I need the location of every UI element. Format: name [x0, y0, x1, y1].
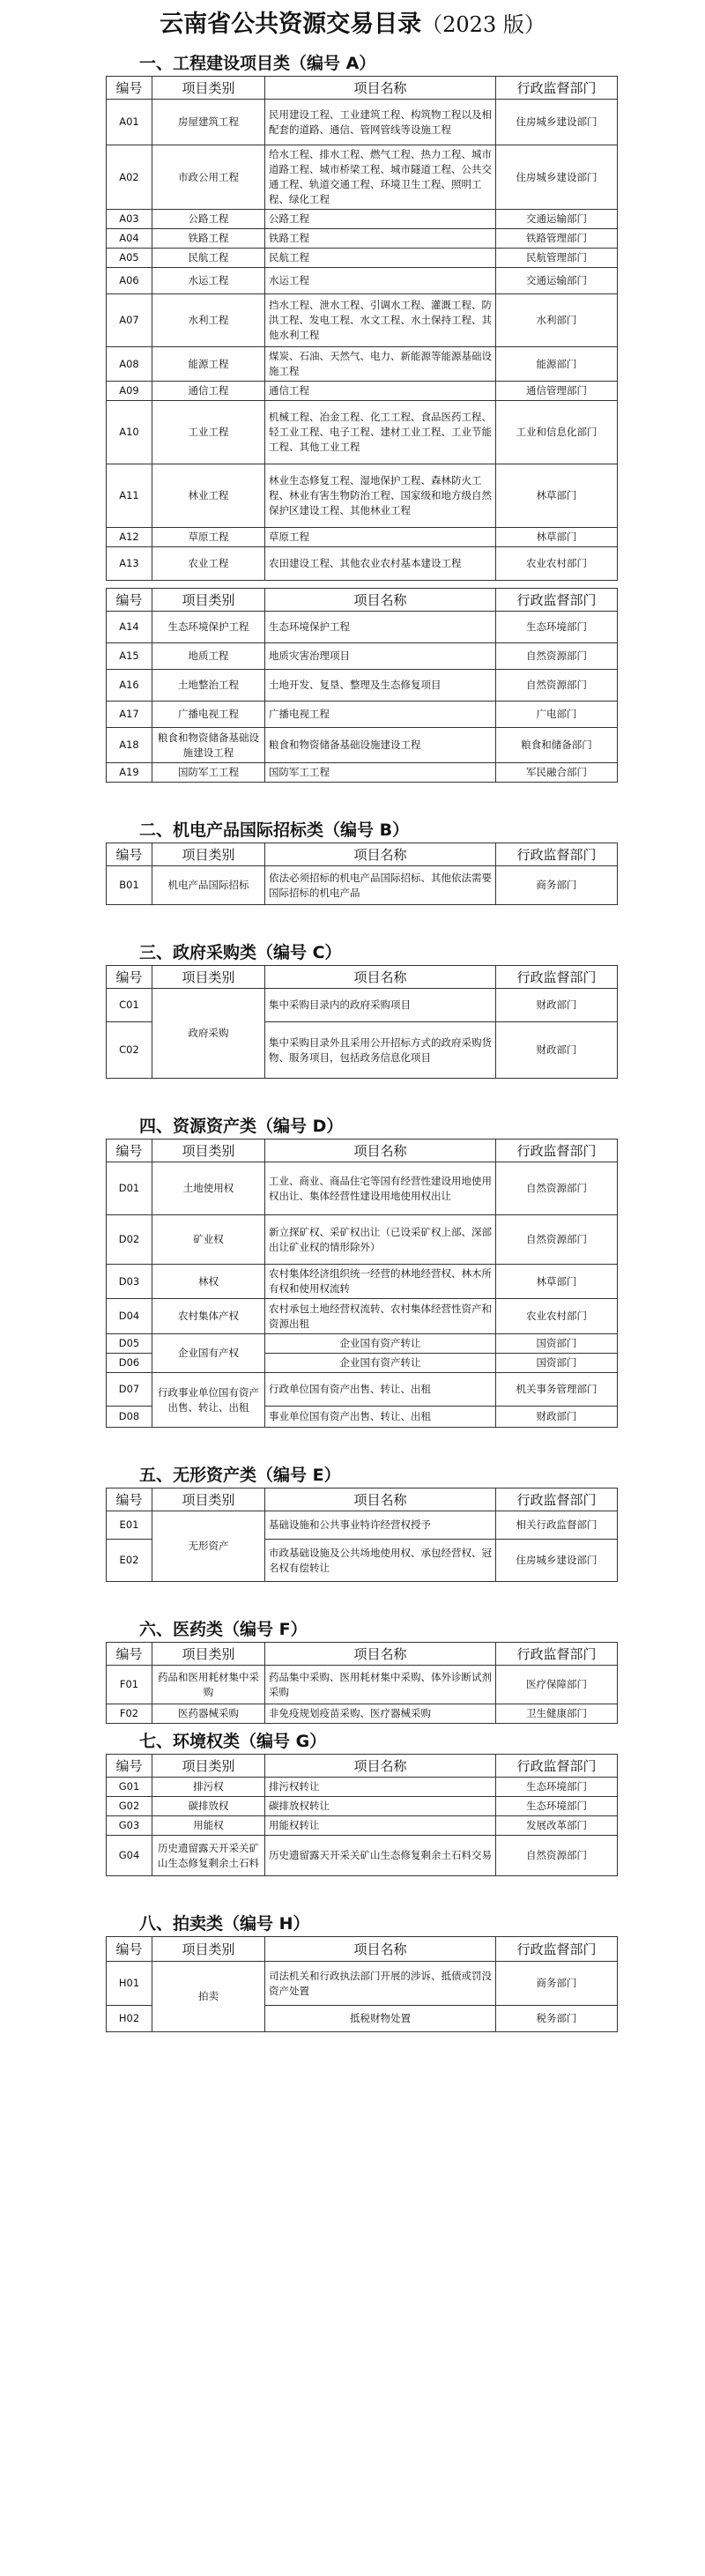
cell-code: A17 [107, 702, 152, 728]
header-category: 项目类别 [152, 1140, 265, 1162]
cell-code: A01 [107, 100, 152, 145]
cell-dept: 机关事务管理部门 [496, 1373, 618, 1407]
table-row [107, 382, 618, 401]
cell-category: 民航工程 [152, 249, 265, 268]
cell-name: 工业、商业、商品住宅等国有经营性建设用地使用权出让、集体经营性建设用地使用权出让 [265, 1162, 496, 1215]
cell-code: A14 [107, 612, 152, 643]
section-title-g: 七、环境权类（编号 G） [139, 1732, 327, 1751]
cell-category: 铁路工程 [152, 229, 265, 249]
cell-code: A19 [107, 763, 152, 783]
header-category: 项目类别 [152, 966, 265, 989]
section-title-c: 三、政府采购类（编号 C） [139, 943, 342, 962]
header-category: 项目类别 [152, 843, 265, 866]
cell-category: 通信工程 [152, 382, 265, 401]
cell-category: 粮食和物资储备基础设施建设工程 [152, 728, 265, 763]
header-category: 项目类别 [152, 1755, 265, 1778]
header-name: 项目名称 [265, 589, 496, 612]
cell-dept: 交通运输部门 [496, 210, 618, 229]
table-row [107, 528, 618, 547]
cell-category: 农业工程 [152, 547, 265, 581]
cell-dept: 商务部门 [496, 1962, 618, 2006]
table-row [107, 612, 618, 643]
table-row [107, 989, 618, 1022]
cell-code: A15 [107, 643, 152, 670]
table-e [106, 1488, 618, 1582]
cell-code: D02 [107, 1215, 152, 1265]
table-row [107, 1778, 618, 1797]
cell-name: 土地开发、复垦、整理及生态修复项目 [265, 670, 496, 702]
cell-code: A06 [107, 268, 152, 294]
table-row [107, 643, 618, 670]
header-dept: 行政监督部门 [496, 77, 618, 100]
table-row [107, 728, 618, 763]
cell-dept: 广电部门 [496, 702, 618, 728]
cell-name: 集中采购目录内的政府采购项目 [265, 989, 496, 1022]
cell-dept: 能源部门 [496, 347, 618, 382]
cell-code: A05 [107, 249, 152, 268]
table-row [107, 1265, 618, 1299]
section-title-d: 四、资源资产类（编号 D） [139, 1117, 344, 1136]
cell-code: B01 [107, 866, 152, 905]
cell-dept: 林草部门 [496, 1265, 618, 1299]
cell-dept: 生态环境部门 [496, 612, 618, 643]
cell-name: 集中采购目录外且采用公开招标方式的政府采购货物、服务项目，包括政务信息化项目 [265, 1022, 496, 1079]
table-row [107, 670, 618, 702]
cell-category: 历史遗留露天开采关矿山生态修复剩余土石料 [152, 1836, 265, 1876]
cell-dept: 财政部门 [496, 1022, 618, 1079]
cell-category: 林权 [152, 1265, 265, 1299]
cell-name: 基础设施和公共事业特许经营权授予 [265, 1511, 496, 1540]
table-row [107, 1704, 618, 1724]
cell-code: F01 [107, 1666, 152, 1704]
cell-code: D03 [107, 1265, 152, 1299]
header-name: 项目名称 [265, 1643, 496, 1666]
cell-name: 企业国有资产转让 [265, 1354, 496, 1373]
cell-category: 药品和医用耗材集中采购 [152, 1666, 265, 1704]
cell-code: A08 [107, 347, 152, 382]
cell-dept: 税务部门 [496, 2006, 618, 2032]
cell-name: 行政单位国有资产出售、转让、出租 [265, 1373, 496, 1407]
cell-dept: 水利部门 [496, 294, 618, 347]
cell-name: 农田建设工程、其他农业农村基本建设工程 [265, 547, 496, 581]
table-row [107, 145, 618, 210]
table-g [106, 1754, 618, 1876]
cell-dept: 农业农村部门 [496, 547, 618, 581]
table-a-part2 [106, 588, 618, 783]
header-dept: 行政监督部门 [496, 1643, 618, 1666]
header-name: 项目名称 [265, 1488, 496, 1511]
header-category: 项目类别 [152, 77, 265, 100]
cell-name: 给水工程、排水工程、燃气工程、热力工程、城市道路工程、城市桥梁工程、城市隧道工程、公共交通工程、轨道交通工程、环境卫生工程、照明工程、绿化工程 [265, 145, 496, 210]
table-row [107, 210, 618, 229]
cell-dept: 相关行政监督部门 [496, 1511, 618, 1540]
table-row [107, 547, 618, 581]
cell-code: G03 [107, 1816, 152, 1836]
cell-name: 通信工程 [265, 382, 496, 401]
header-code: 编号 [107, 1643, 152, 1666]
cell-name: 公路工程 [265, 210, 496, 229]
cell-category: 拍卖 [152, 1962, 265, 2032]
header-code: 编号 [107, 1488, 152, 1511]
cell-name: 排污权转让 [265, 1778, 496, 1797]
cell-dept: 自然资源部门 [496, 670, 618, 702]
cell-category: 用能权 [152, 1816, 265, 1836]
table-row [107, 1511, 618, 1540]
cell-code: A18 [107, 728, 152, 763]
cell-name: 民用建设工程、工业建筑工程、构筑物工程以及相配套的道路、通信、管网管线等设施工程 [265, 100, 496, 145]
cell-name: 水运工程 [265, 268, 496, 294]
cell-dept: 生态环境部门 [496, 1778, 618, 1797]
table-row [107, 1162, 618, 1215]
cell-dept: 工业和信息化部门 [496, 401, 618, 464]
cell-category: 广播电视工程 [152, 702, 265, 728]
cell-code: A07 [107, 294, 152, 347]
cell-name: 地质灾害治理项目 [265, 643, 496, 670]
table-row [107, 702, 618, 728]
cell-code: D06 [107, 1354, 152, 1373]
cell-code: D01 [107, 1162, 152, 1215]
table-d [106, 1139, 618, 1428]
cell-dept: 国资部门 [496, 1354, 618, 1373]
header-code: 编号 [107, 1140, 152, 1162]
table-row [107, 100, 618, 145]
table-row [107, 1816, 618, 1836]
cell-code: A12 [107, 528, 152, 547]
header-category: 项目类别 [152, 1937, 265, 1962]
cell-name: 挡水工程、泄水工程、引调水工程、灌溉工程、防洪工程、发电工程、水文工程、水土保持工程、其他水利工程 [265, 294, 496, 347]
cell-dept: 自然资源部门 [496, 1836, 618, 1876]
cell-dept: 林草部门 [496, 464, 618, 528]
title-year: （2023 版） [421, 12, 545, 37]
cell-name: 司法机关和行政执法部门开展的涉诉、抵债或罚没资产处置 [265, 1962, 496, 2006]
table-row [107, 1299, 618, 1334]
section-title-b: 二、机电产品国际招标类（编号 B） [139, 820, 410, 840]
cell-code: A10 [107, 401, 152, 464]
cell-category: 市政公用工程 [152, 145, 265, 210]
cell-dept: 住房城乡建设部门 [496, 1540, 618, 1582]
section-title-e: 五、无形资产类（编号 E） [139, 1466, 341, 1485]
header-dept: 行政监督部门 [496, 1488, 618, 1511]
table-row [107, 294, 618, 347]
cell-code: A13 [107, 547, 152, 581]
header-code: 编号 [107, 1937, 152, 1962]
cell-name: 粮食和物资储备基础设施建设工程 [265, 728, 496, 763]
cell-dept: 住房城乡建设部门 [496, 100, 618, 145]
header-name: 项目名称 [265, 843, 496, 866]
cell-name: 依法必须招标的机电产品国际招标、其他依法需要国际招标的机电产品 [265, 866, 496, 905]
cell-code: G01 [107, 1778, 152, 1797]
header-dept: 行政监督部门 [496, 1937, 618, 1962]
cell-name: 企业国有资产转让 [265, 1334, 496, 1354]
cell-code: D05 [107, 1334, 152, 1354]
cell-dept: 铁路管理部门 [496, 229, 618, 249]
section-title-h: 八、拍卖类（编号 H） [139, 1914, 310, 1934]
table-row [107, 401, 618, 464]
cell-name: 市政基础设施及公共场地使用权、承包经营权、冠名权有偿转让 [265, 1540, 496, 1582]
cell-name: 非免疫规划疫苗采购、医疗器械采购 [265, 1704, 496, 1724]
cell-category: 农村集体产权 [152, 1299, 265, 1334]
cell-dept: 医疗保障部门 [496, 1666, 618, 1704]
cell-dept: 军民融合部门 [496, 763, 618, 783]
cell-code: G02 [107, 1797, 152, 1816]
table-row [107, 1962, 618, 2006]
cell-dept: 生态环境部门 [496, 1797, 618, 1816]
cell-code: D07 [107, 1373, 152, 1407]
cell-code: H02 [107, 2006, 152, 2032]
table-row [107, 249, 618, 268]
cell-dept: 林草部门 [496, 528, 618, 547]
cell-category: 土地使用权 [152, 1162, 265, 1215]
cell-dept: 自然资源部门 [496, 1215, 618, 1265]
cell-category: 矿业权 [152, 1215, 265, 1265]
cell-dept: 自然资源部门 [496, 643, 618, 670]
cell-category: 林业工程 [152, 464, 265, 528]
cell-code: A03 [107, 210, 152, 229]
cell-dept: 粮食和储备部门 [496, 728, 618, 763]
cell-code: A02 [107, 145, 152, 210]
cell-name: 国防军工工程 [265, 763, 496, 783]
header-code: 编号 [107, 966, 152, 989]
page-title [0, 7, 705, 42]
table-b [106, 843, 618, 905]
header-dept: 行政监督部门 [496, 966, 618, 989]
cell-code: D08 [107, 1407, 152, 1428]
header-name: 项目名称 [265, 77, 496, 100]
table-row [107, 229, 618, 249]
cell-category: 机电产品国际招标 [152, 866, 265, 905]
table-row [107, 763, 618, 783]
cell-code: A09 [107, 382, 152, 401]
cell-category: 水利工程 [152, 294, 265, 347]
cell-dept: 农业农村部门 [496, 1299, 618, 1334]
header-code: 编号 [107, 1755, 152, 1778]
table-h [106, 1936, 618, 2032]
header-name: 项目名称 [265, 966, 496, 989]
header-category: 项目类别 [152, 589, 265, 612]
cell-code: G04 [107, 1836, 152, 1876]
section-title-a: 一、工程建设项目类（编号 A） [139, 54, 376, 73]
cell-dept: 交通运输部门 [496, 268, 618, 294]
cell-name: 新立探矿权、采矿权出让（已设采矿权上部、深部出让矿业权的情形除外） [265, 1215, 496, 1265]
cell-category: 医药器械采购 [152, 1704, 265, 1724]
cell-code: H01 [107, 1962, 152, 2006]
section-title-f: 六、医药类（编号 F） [139, 1620, 308, 1639]
cell-dept: 通信管理部门 [496, 382, 618, 401]
header-dept: 行政监督部门 [496, 1140, 618, 1162]
cell-category: 排污权 [152, 1778, 265, 1797]
cell-code: F02 [107, 1704, 152, 1724]
header-dept: 行政监督部门 [496, 1755, 618, 1778]
cell-dept: 民航管理部门 [496, 249, 618, 268]
header-dept: 行政监督部门 [496, 843, 618, 866]
table-row [107, 1666, 618, 1704]
cell-category: 能源工程 [152, 347, 265, 382]
table-row [107, 866, 618, 905]
cell-name: 药品集中采购、医用耗材集中采购、体外诊断试剂采购 [265, 1666, 496, 1704]
cell-name: 煤炭、石油、天然气、电力、新能源等能源基础设施工程 [265, 347, 496, 382]
cell-dept: 国资部门 [496, 1334, 618, 1354]
cell-name: 生态环境保护工程 [265, 612, 496, 643]
cell-dept: 卫生健康部门 [496, 1704, 618, 1724]
cell-dept: 财政部门 [496, 989, 618, 1022]
cell-category: 工业工程 [152, 401, 265, 464]
header-name: 项目名称 [265, 1140, 496, 1162]
cell-category: 无形资产 [152, 1511, 265, 1582]
table-row [107, 1215, 618, 1265]
header-category: 项目类别 [152, 1488, 265, 1511]
cell-dept: 自然资源部门 [496, 1162, 618, 1215]
header-category: 项目类别 [152, 1643, 265, 1666]
table-c [106, 965, 618, 1079]
table-row [107, 268, 618, 294]
table-row [107, 1836, 618, 1876]
cell-code: E02 [107, 1540, 152, 1582]
cell-code: A11 [107, 464, 152, 528]
cell-name: 机械工程、冶金工程、化工工程、食品医药工程、轻工业工程、电子工程、建材工业工程、工业节能工程、其他工业工程 [265, 401, 496, 464]
cell-category: 国防军工工程 [152, 763, 265, 783]
cell-code: D04 [107, 1299, 152, 1334]
table-row [107, 464, 618, 528]
header-name: 项目名称 [265, 1937, 496, 1962]
table-f [106, 1642, 618, 1724]
cell-category: 公路工程 [152, 210, 265, 229]
cell-name: 抵税财物处置 [265, 2006, 496, 2032]
cell-dept: 商务部门 [496, 866, 618, 905]
table-row [107, 347, 618, 382]
table-row [107, 1797, 618, 1816]
cell-dept: 发展改革部门 [496, 1816, 618, 1836]
header-code: 编号 [107, 77, 152, 100]
table-row [107, 1373, 618, 1407]
cell-name: 用能权转让 [265, 1816, 496, 1836]
cell-dept: 财政部门 [496, 1407, 618, 1428]
table-a-part1 [106, 76, 618, 581]
cell-code: C02 [107, 1022, 152, 1079]
cell-name: 铁路工程 [265, 229, 496, 249]
header-dept: 行政监督部门 [496, 589, 618, 612]
cell-dept: 住房城乡建设部门 [496, 145, 618, 210]
header-code: 编号 [107, 589, 152, 612]
cell-name: 农村集体经济组织统一经营的林地经营权、林木所有权和使用权流转 [265, 1265, 496, 1299]
header-name: 项目名称 [265, 1755, 496, 1778]
cell-category: 草原工程 [152, 528, 265, 547]
cell-category: 房屋建筑工程 [152, 100, 265, 145]
cell-name: 林业生态修复工程、湿地保护工程、森林防火工程、林业有害生物防治工程、国家级和地方级自然保护区建设工程、其他林业工程 [265, 464, 496, 528]
cell-category: 生态环境保护工程 [152, 612, 265, 643]
cell-code: C01 [107, 989, 152, 1022]
title-text: 云南省公共资源交易目录 [160, 11, 422, 38]
cell-category: 碳排放权 [152, 1797, 265, 1816]
cell-category: 水运工程 [152, 268, 265, 294]
cell-code: A16 [107, 670, 152, 702]
cell-category: 政府采购 [152, 989, 265, 1079]
table-row [107, 1334, 618, 1354]
cell-category: 企业国有产权 [152, 1334, 265, 1373]
cell-category: 土地整治工程 [152, 670, 265, 702]
cell-name: 民航工程 [265, 249, 496, 268]
cell-name: 草原工程 [265, 528, 496, 547]
header-code: 编号 [107, 843, 152, 866]
cell-name: 碳排放权转让 [265, 1797, 496, 1816]
cell-name: 农村承包土地经营权流转、农村集体经营性资产和资源出租 [265, 1299, 496, 1334]
cell-code: A04 [107, 229, 152, 249]
cell-name: 事业单位国有资产出售、转让、出租 [265, 1407, 496, 1428]
cell-name: 广播电视工程 [265, 702, 496, 728]
cell-category: 行政事业单位国有资产出售、转让、出租 [152, 1373, 265, 1428]
cell-category: 地质工程 [152, 643, 265, 670]
cell-name: 历史遗留露天开采关矿山生态修复剩余土石料交易 [265, 1836, 496, 1876]
cell-code: E01 [107, 1511, 152, 1540]
